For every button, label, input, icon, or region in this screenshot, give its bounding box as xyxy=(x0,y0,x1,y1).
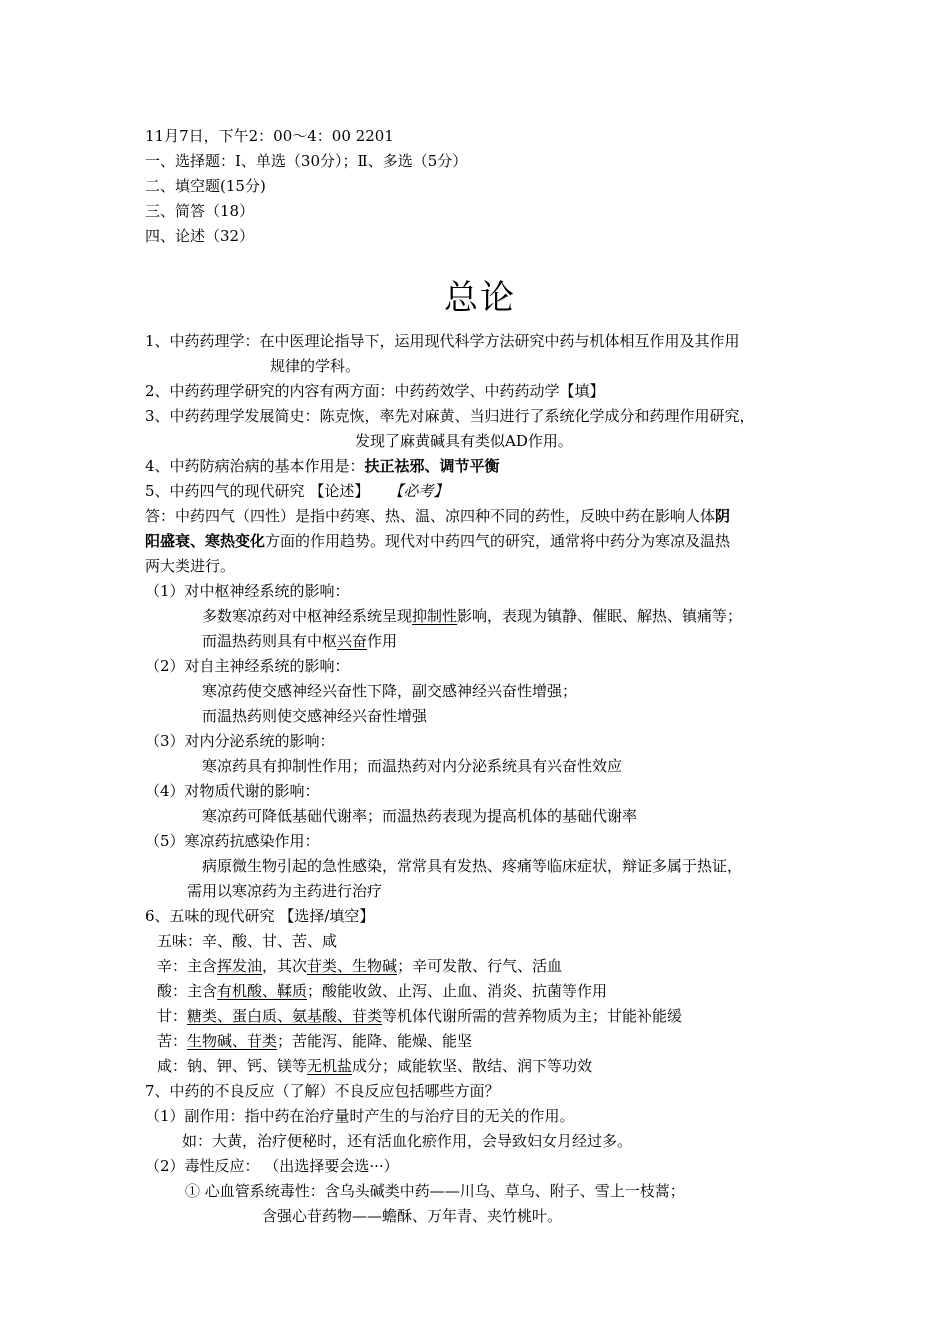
s1-l1-b: 影响，表现为镇静、催眠、解热、镇痛等； xyxy=(457,607,743,625)
s3-head: （3）对内分泌系统的影响： xyxy=(145,732,335,750)
s1-l2-b: 作用 xyxy=(367,632,398,650)
suan-a: 酸：主含 xyxy=(157,982,218,1000)
s4-head: （4）对物质代谢的影响： xyxy=(145,782,320,800)
answer-line-2 xyxy=(145,529,825,554)
xin-b: ，其次 xyxy=(262,957,308,975)
para-5 xyxy=(145,479,825,504)
answer-text-c: 方面的作用趋势。现代对中药四气的研究，通常将中药分为寒凉及温热 xyxy=(265,532,731,550)
xin-c: ；辛可发散、行气、活血 xyxy=(397,957,563,975)
gan-a: 甘： xyxy=(157,1007,188,1025)
ar2-line-1: ① 心血管系统毒性：含乌头碱类中药——川乌、草乌、附子、雪上一枝蒿； xyxy=(185,1182,685,1200)
wuwei-xin xyxy=(145,954,825,979)
s2-line-2: 而温热药则使交感神经兴奋性增强 xyxy=(202,707,428,725)
para-3-line-1: 3、中药药理学发展简史：陈克恢，率先对麻黄、当归进行了系统化学成分和药理作用研究， xyxy=(145,407,755,425)
exam-time: 11月7日，下午2：00～4：00 2201 xyxy=(145,127,394,145)
xian-a: 咸：钠、钾、钙、镁等 xyxy=(157,1057,308,1075)
para-5-label: 5、中药四气的现代研究 【论述】 xyxy=(145,482,375,500)
para-4 xyxy=(145,454,825,479)
s1-l2-a: 而温热药则具有中枢 xyxy=(202,632,338,650)
s4-line-1: 寒凉药可降低基础代谢率；而温热药表现为提高机体的基础代谢率 xyxy=(202,807,638,825)
ku-a: 苦： xyxy=(157,1032,188,1050)
suan-underline: 有机酸、鞣质 xyxy=(217,982,308,1000)
answer-bold-2: 阳盛衰、寒热变化 xyxy=(145,532,266,550)
xin-a: 辛：主含 xyxy=(157,957,218,975)
s5-head: （5）寒凉药抗感染作用： xyxy=(145,832,320,850)
exam-item-1: 一、选择题：Ⅰ、单选（30分）；Ⅱ、多选（5分） xyxy=(145,152,468,170)
para-2: 2、中药药理学研究的内容有两方面：中药药效学、中药药动学【填】 xyxy=(145,382,605,400)
exam-item-4: 四、论述（32） xyxy=(145,227,255,245)
para-7: 7、中药的不良反应（了解）不良反应包括哪些方面？ xyxy=(145,1082,500,1100)
s1-line-1 xyxy=(145,604,825,629)
wuwei-gan xyxy=(145,1004,825,1029)
xian-b: 成分；咸能软坚、散结、润下等功效 xyxy=(352,1057,593,1075)
s1-head: （1）对中枢神经系统的影响： xyxy=(145,582,350,600)
s1-line-2 xyxy=(145,629,825,654)
s5-line-1: 病原微生物引起的急性感染，常常具有发热、疼痛等临床症状，辩证多属于热证， xyxy=(202,857,743,875)
para-3-line-2: 发现了麻黄碱具有类似AD作用。 xyxy=(355,432,573,450)
s1-l1-underline: 抑制性 xyxy=(412,607,458,625)
s5-line-2: 需用以寒凉药为主药进行治疗 xyxy=(187,882,383,900)
suan-b: ；酸能收敛、止泻、止血、消炎、抗菌等作用 xyxy=(307,982,608,1000)
ku-b: ；苦能泻、能降、能燥、能坚 xyxy=(277,1032,473,1050)
answer-text-a: 答：中药四气（四性）是指中药寒、热、温、凉四种不同的药性，反映中药在影响人体 xyxy=(145,507,716,525)
ar2-head: （2）毒性反应： （出选择要会选···） xyxy=(145,1157,399,1175)
s2-line-1: 寒凉药使交感神经兴奋性下降，副交感神经兴奋性增强； xyxy=(202,682,578,700)
exam-item-2: 二、填空题(15分) xyxy=(145,177,266,195)
wuwei-suan xyxy=(145,979,825,1004)
answer-line-1 xyxy=(145,504,825,529)
para-1-line-1: 1、中药药理学：在中医理论指导下，运用现代科学方法研究中药与机体相互作用及其作用 xyxy=(145,332,740,350)
para-6: 6、五味的现代研究 【选择/填空】 xyxy=(145,907,375,925)
s1-l1-a: 多数寒凉药对中枢神经系统呈现 xyxy=(202,607,413,625)
ku-underline: 生物碱、苷类 xyxy=(187,1032,278,1050)
wuwei-xian xyxy=(145,1054,825,1079)
wuwei-intro: 五味：辛、酸、甘、苦、咸 xyxy=(157,932,338,950)
answer-bold-1: 阴 xyxy=(715,507,731,525)
section-title: 总论 xyxy=(444,278,516,318)
para-5-tag: 【必考】 xyxy=(388,482,449,500)
s3-line-1: 寒凉药具有抑制性作用；而温热药对内分泌系统具有兴奋性效应 xyxy=(202,757,623,775)
ar1-example: 如：大黄，治疗便秘时，还有活血化瘀作用，会导致妇女月经过多。 xyxy=(182,1132,633,1150)
s1-l2-underline: 兴奋 xyxy=(337,632,368,650)
para-1-line-2: 规律的学科。 xyxy=(270,357,361,375)
gan-b: 等机体代谢所需的营养物质为主；甘能补能缓 xyxy=(382,1007,683,1025)
xin-underline-2: 苷类、生物碱 xyxy=(307,957,398,975)
exam-item-3: 三、简答（18） xyxy=(145,202,255,220)
gan-underline: 糖类、蛋白质、氨基酸、苷类 xyxy=(187,1007,383,1025)
ar1-head: （1）副作用：指中药在治疗量时产生的与治疗目的无关的作用。 xyxy=(145,1107,575,1125)
s2-head: （2）对自主神经系统的影响： xyxy=(145,657,350,675)
xian-underline: 无机盐 xyxy=(307,1057,353,1075)
document-body xyxy=(145,124,825,1229)
wuwei-ku xyxy=(145,1029,825,1054)
xin-underline-1: 挥发油 xyxy=(217,957,263,975)
answer-line-3: 两大类进行。 xyxy=(145,557,236,575)
para-4-label: 4、中药防病治病的基本作用是： xyxy=(145,457,365,475)
ar2-line-2: 含强心苷药物——蟾酥、万年青、夹竹桃叶。 xyxy=(262,1207,563,1225)
para-4-bold: 扶正祛邪、调节平衡 xyxy=(364,457,500,475)
